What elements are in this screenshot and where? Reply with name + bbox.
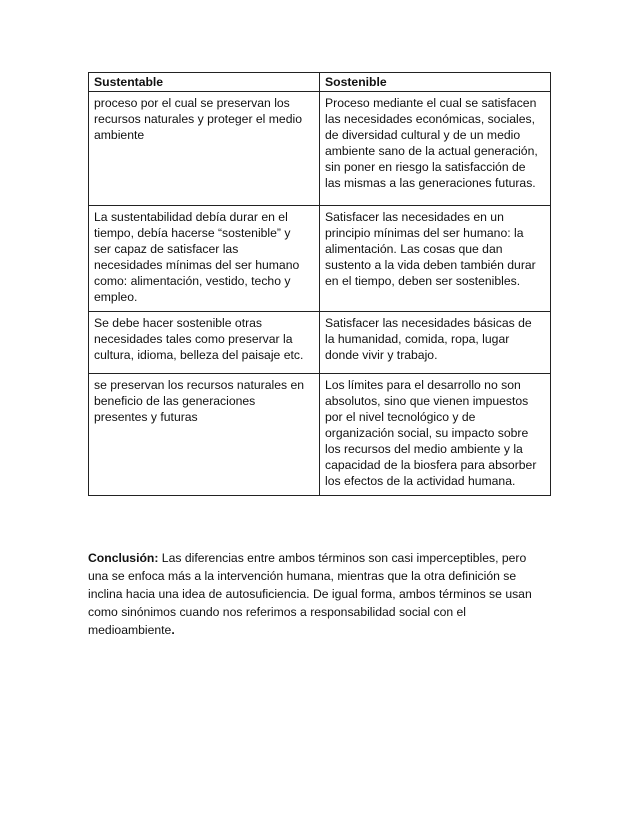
table-cell-sustentable: Se debe hacer sostenible otras necesidades tales como preservar la cultura, idioma, belleza del paisaje etc. [89,312,320,374]
conclusion-label: Conclusión: [88,551,159,566]
conclusion-paragraph [88,549,553,639]
table-row [89,206,551,312]
table-row [89,92,551,206]
table-row [89,312,551,374]
table-cell-sostenible: Satisfacer las necesidades básicas de la humanidad, comida, ropa, lugar donde vivir y trabajo. [320,312,551,374]
table-header-row [89,73,551,92]
table-cell-sustentable: proceso por el cual se preservan los recursos naturales y proteger el medio ambiente [89,92,320,206]
table-row [89,374,551,496]
table-cell-sostenible: Los límites para el desarrollo no son absolutos, sino que vienen impuestos por el nivel tecnológico y de organización social, su impacto sobre los recursos del medio ambiente y la capacidad de la biosfera para absorber los efectos de la actividad humana. [320,374,551,496]
comparison-table [88,72,551,496]
table-cell-sostenible: Proceso mediante el cual se satisfacen las necesidades económicas, sociales, de diversidad cultural y de un medio ambiente sano de la actual generación, sin poner en riesgo la satisfacción de las mismas a las generaciones futuras. [320,92,551,206]
table-cell-sostenible: Satisfacer las necesidades en un principio mínimas del ser humano: la alimentación. Las cosas que dan sustento a la vida deben también durar en el tiempo, deben ser sostenibles. [320,206,551,312]
header-sostenible: Sostenible [320,73,551,92]
header-sustentable: Sustentable [89,73,320,92]
table-cell-sustentable: La sustentabilidad debía durar en el tiempo, debía hacerse “sostenible” y ser capaz de satisfacer las necesidades mínimas del ser humano como: alimentación, vestido, techo y empleo. [89,206,320,312]
conclusion-text: Las diferencias entre ambos términos son casi imperceptibles, pero una se enfoca más a la intervención humana, mientras que la otra definición se inclina hacia una idea de autosuficiencia. De igual forma, ambos términos se usan como sinónimos cuando nos referimos a responsabilidad social con el medioambiente [88,551,532,638]
table-cell-sustentable: se preservan los recursos naturales en beneficio de las generaciones presentes y futuras [89,374,320,496]
conclusion-period: . [171,623,175,638]
